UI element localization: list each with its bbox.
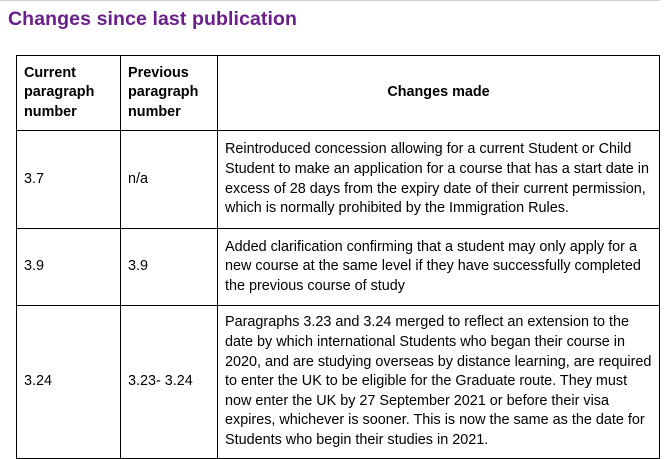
- section-heading: Changes since last publication: [8, 8, 298, 30]
- changes-table: [16, 55, 660, 459]
- header-previous-paragraph: Previous paragraph number: [121, 56, 218, 131]
- changes-made-cell: Reintroduced concession allowing for a current Student or Child Student to make an application for a course that has a start date in excess of 28 days from the expiry date of their current permission, which is normally prohibited by the Immigration Rules.: [218, 131, 660, 229]
- changes-made-cell: Paragraphs 3.23 and 3.24 merged to reflect an extension to the date by which international Students who began their course in 2020, and are studying overseas by distance learning, are required to enter the UK to be eligible for the Graduate route. They must now enter the UK by 27 September 2021 or before their visa expires, whichever is sooner. This is now the same as the date for Students who begin their studies in 2021.: [218, 306, 660, 459]
- changes-made-cell: Added clarification confirming that a student may only apply for a new course at the same level if they have successfully completed the previous course of study: [218, 229, 660, 306]
- header-changes-made: Changes made: [218, 56, 660, 131]
- table-header-row: [17, 56, 660, 131]
- header-current-paragraph: Current paragraph number: [17, 56, 121, 131]
- table-row: [17, 229, 660, 306]
- previous-paragraph-cell: 3.23- 3.24: [121, 306, 218, 459]
- previous-paragraph-cell: n/a: [121, 131, 218, 229]
- current-paragraph-cell: 3.7: [17, 131, 121, 229]
- previous-paragraph-cell: 3.9: [121, 229, 218, 306]
- current-paragraph-cell: 3.9: [17, 229, 121, 306]
- top-divider: [0, 0, 660, 1]
- table-row: [17, 306, 660, 459]
- current-paragraph-cell: 3.24: [17, 306, 121, 459]
- table-row: [17, 131, 660, 229]
